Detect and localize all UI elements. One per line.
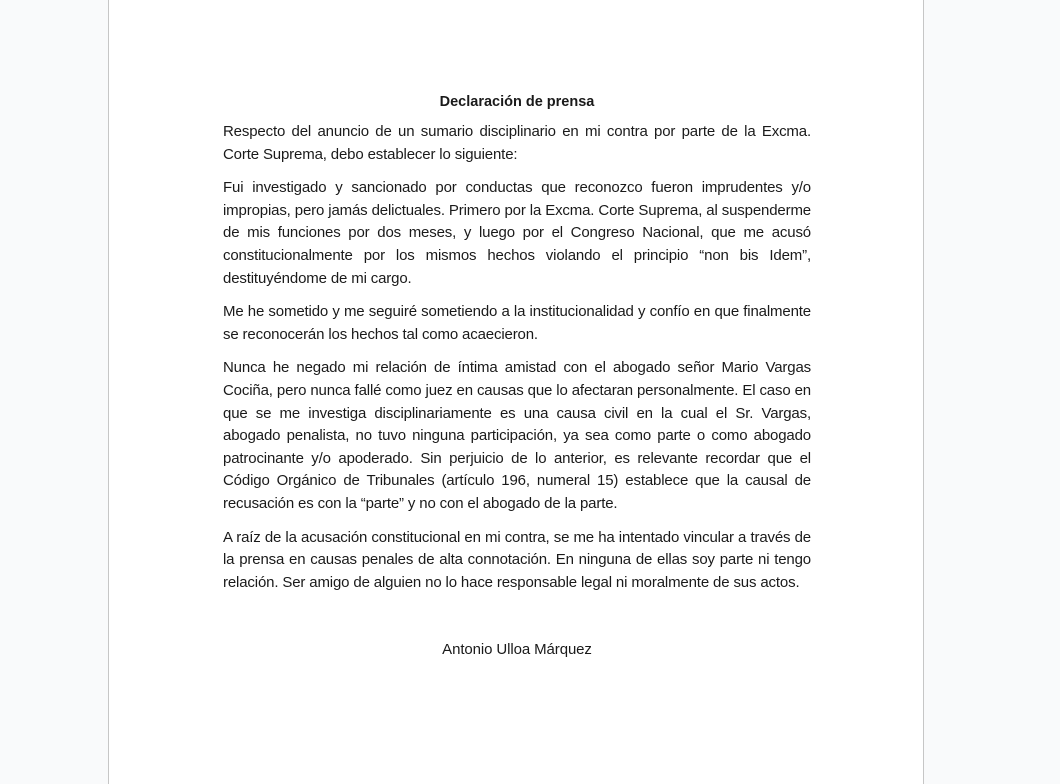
paragraph-friendship: Nunca he negado mi relación de íntima amistad con el abogado señor Mario Vargas Cociña, pero nunca fallé como juez en causas que lo afectaran personalmente. El caso en que se me investiga disciplinariamente es una causa civil en la cual el Sr. Vargas, abogado penalista, no tuvo ninguna participación, ya sea como parte o como abogado patrocinante y/o apoderado. Sin perjuicio de lo anterior, es relevante recordar que el Código Orgánico de Tribunales (artículo 196, numeral 15) establece que la causal de recusación es con la “parte” y no con el abogado de la parte. xyxy=(223,359,811,512)
signature: Antonio Ulloa Márquez xyxy=(442,641,592,659)
paragraph-institutionality: Me he sometido y me seguiré sometiendo a la institucionalidad y confío en que finalmente se reconocerán los hechos tal como acaecieron. xyxy=(223,303,811,343)
paragraph-sanctions: Fui investigado y sancionado por conductas que reconozco fueron imprudentes y/o impropias, pero jamás delictuales. Primero por la Excma. Corte Suprema, al suspenderme de mis funciones por dos meses, y luego por el Congreso Nacional, que me acusó constitucionalmente por los mismos hechos violando el principio “non bis Idem”, destituyéndome de mi cargo. xyxy=(223,179,811,287)
document-title: Declaración de prensa xyxy=(439,94,595,110)
document-body xyxy=(223,92,811,677)
paragraph-intro: Respecto del anuncio de un sumario disciplinario en mi contra por parte de la Excma. Corte Suprema, debo establecer lo siguiente: xyxy=(223,123,811,163)
paragraph-press: A raíz de la acusación constitucional en mi contra, se me ha intentado vincular a través de la prensa en causas penales de alta connotación. En ninguna de ellas soy parte ni tengo relación. Ser amigo de alguien no lo hace responsable legal ni moralmente de sus actos. xyxy=(223,528,811,591)
document-page xyxy=(108,0,924,784)
